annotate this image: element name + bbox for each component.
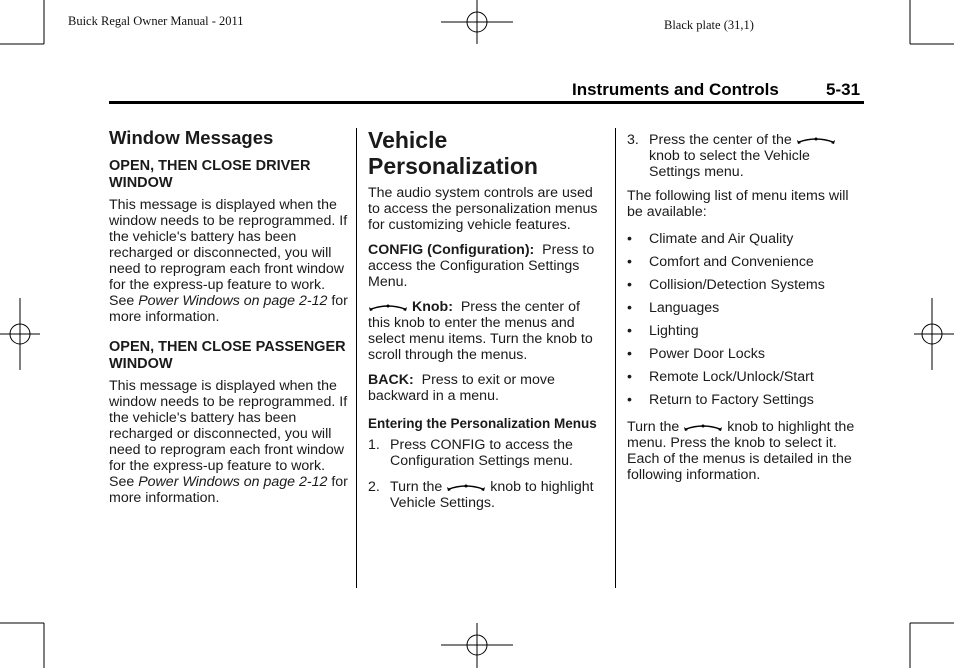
knob-icon: [683, 421, 723, 433]
config-text: CONFIG (Configuration): Press to access the Configuration Settings Menu.: [368, 242, 595, 290]
power-windows-ref: Power Windows on page 2-12: [138, 474, 328, 490]
list-item: • Lighting: [627, 323, 699, 339]
intro-text: The audio system controls are used to access the personalization menus for customizing vehicle features.: [368, 185, 598, 233]
page-number: 5-31: [826, 80, 861, 99]
list-item: • Power Door Locks: [627, 346, 765, 362]
knob-text: Knob: Press the center of this knob to enter the menus and select menu items. Turn the knob to scroll through the menus.: [368, 299, 593, 363]
vehicle-personalization-heading: Vehicle Personalization: [368, 127, 538, 179]
step-1: 1. Press CONFIG to access the Configuration Settings menu.: [368, 437, 573, 469]
list-item: • Comfort and Convenience: [627, 254, 814, 270]
window-messages-heading: Window Messages: [109, 127, 274, 148]
list-item: • Collision/Detection Systems: [627, 277, 825, 293]
column-divider-1: [356, 128, 357, 588]
knob-icon: [796, 134, 836, 146]
knob-icon: [446, 481, 486, 493]
power-windows-ref: Power Windows on page 2-12: [138, 293, 328, 309]
passenger-window-text: This message is displayed when the window needs to be reprogrammed. If the vehicle's battery has been recharged or disconnected, you will need to reprogram each front window for the express-up feature to work. See Power Windows on page 2-12 for more information.: [109, 378, 348, 506]
column-2: [368, 127, 604, 519]
list-item: • Languages: [627, 300, 720, 316]
passenger-window-heading: OPEN, THEN CLOSE PASSENGER WINDOW: [109, 339, 346, 372]
header-rule: [109, 101, 864, 104]
column-divider-2: [615, 128, 616, 588]
driver-window-text: This message is displayed when the window needs to be reprogrammed. If the vehicle's battery has been recharged or disconnected, you will need to reprogram each front window for the express-up feature to work. See Power Windows on page 2-12 for more information.: [109, 197, 348, 325]
list-item: • Climate and Air Quality: [627, 231, 794, 247]
list-intro: The following list of menu items will be available:: [627, 188, 849, 220]
list-item: • Return to Factory Settings: [627, 392, 814, 408]
knob-icon: [368, 301, 408, 313]
menu-items-list: [627, 231, 863, 408]
column-1: [109, 128, 349, 515]
back-text: BACK: Press to exit or move backward in a menu.: [368, 372, 555, 404]
list-item: • Remote Lock/Unlock/Start: [627, 369, 814, 385]
outro-text: Turn the knob to highlight the menu. Press the knob to select it. Each of the menus is detailed in the following information.: [627, 419, 855, 483]
step-3: 3. Press the center of the knob to select the Vehicle Settings menu.: [627, 132, 863, 180]
section-title: Instruments and Controls: [572, 80, 779, 99]
entering-menus-heading: Entering the Personalization Menus: [368, 416, 597, 431]
manual-title-meta: Buick Regal Owner Manual - 2011: [68, 14, 244, 28]
step-2: 2. Turn the knob to highlight Vehicle Settings.: [368, 479, 594, 511]
driver-window-heading: OPEN, THEN CLOSE DRIVER WINDOW: [109, 158, 311, 191]
plate-meta: Black plate (31,1): [664, 18, 754, 32]
column-3: [627, 132, 863, 492]
